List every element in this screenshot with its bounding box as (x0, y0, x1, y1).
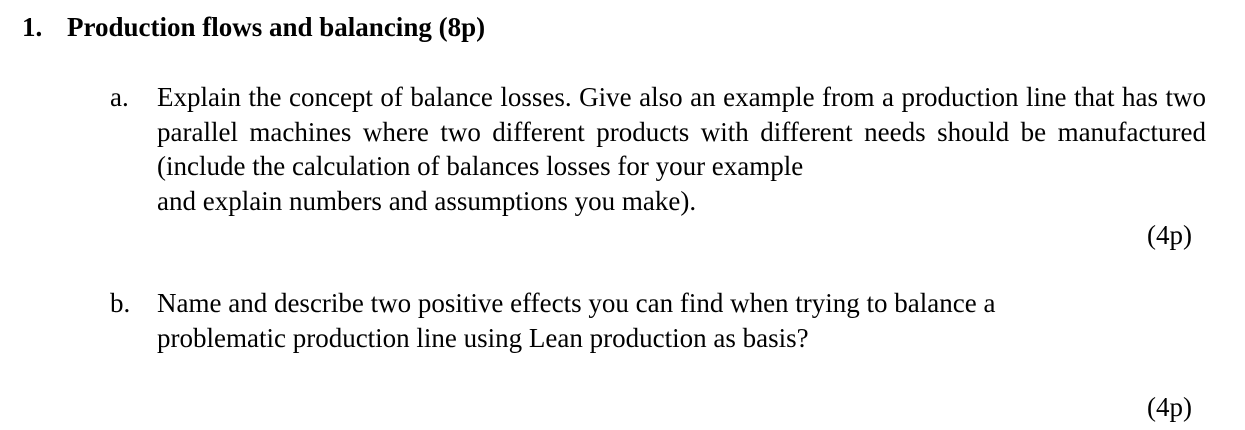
subquestion-a-marker: a. (110, 82, 129, 112)
subquestion-b-points: (4p) (1147, 392, 1192, 422)
question-title: Production flows and balancing (8p) (67, 12, 486, 42)
subquestion-a-text-last: and explain numbers and assumptions you make). (157, 185, 697, 216)
subquestion-a-points: (4p) (1147, 220, 1192, 250)
subquestion-b-text-last: problematic production line using Lean production as basis? (157, 322, 809, 353)
subquestion-b-marker: b. (110, 288, 131, 318)
subquestion-b-text (157, 286, 1206, 355)
subquestion-a-text-main: Explain the concept of balance losses. Give also an example from a production line that has two parallel machines where two different products with different needs should be manufactured (include the calculation of balances losses for your example (157, 82, 1206, 181)
question-number: 1. (22, 12, 43, 42)
subquestion-a (110, 80, 1206, 218)
subquestion-b (110, 286, 1206, 355)
question-heading (22, 10, 485, 44)
subquestion-a-text (157, 80, 1206, 218)
subquestion-b-text-main: Name and describe two positive effects you can find when trying to balance a (157, 288, 996, 318)
